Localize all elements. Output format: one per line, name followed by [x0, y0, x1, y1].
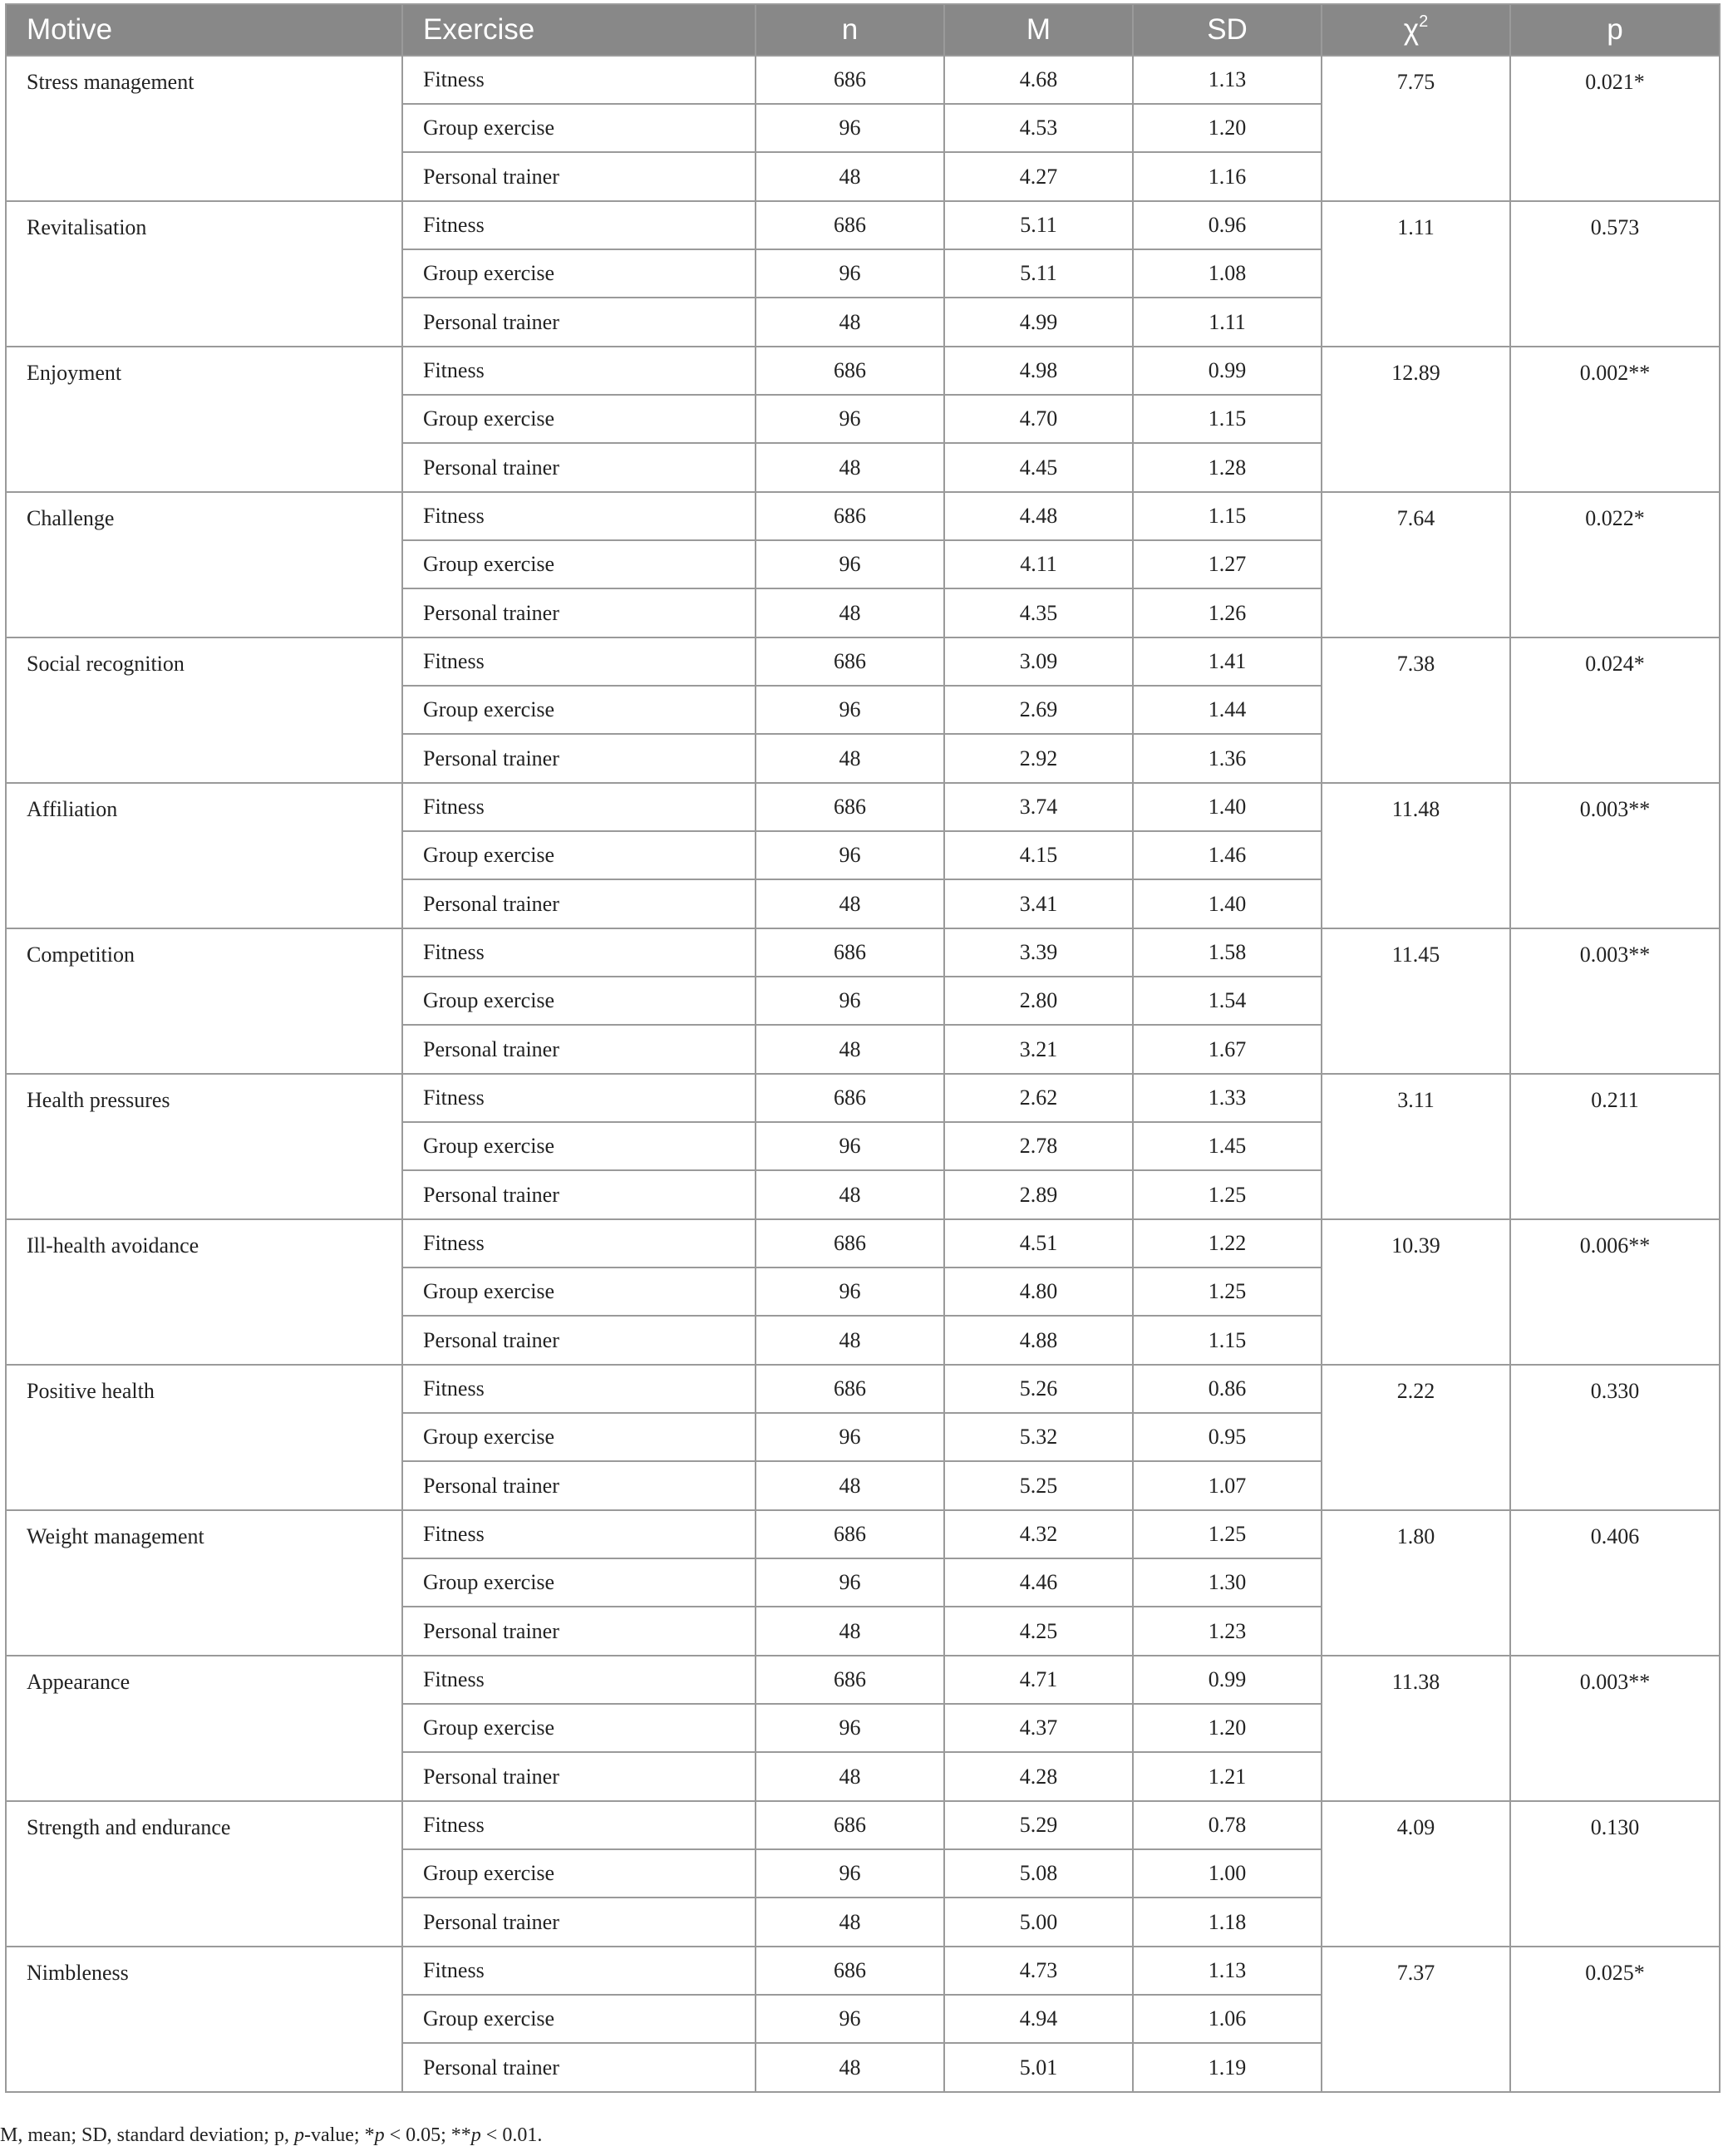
n-cell: 48 [756, 1316, 944, 1365]
sd-cell: 1.00 [1133, 1849, 1322, 1898]
sd-cell: 1.22 [1133, 1219, 1322, 1268]
n-cell: 48 [756, 1025, 944, 1074]
exercise-cell: Group exercise [402, 1995, 756, 2043]
exercise-cell: Group exercise [402, 540, 756, 588]
p-cell: 0.003** [1510, 928, 1720, 1074]
sd-cell: 0.78 [1133, 1801, 1322, 1849]
sd-cell: 1.06 [1133, 1995, 1322, 2043]
p-cell: 0.003** [1510, 783, 1720, 928]
chi2-cell: 7.75 [1322, 56, 1510, 201]
sd-cell: 1.67 [1133, 1025, 1322, 1074]
exercise-cell: Group exercise [402, 249, 756, 298]
mean-cell: 5.26 [944, 1365, 1133, 1413]
sd-cell: 0.95 [1133, 1413, 1322, 1461]
table-row [6, 1947, 1720, 1995]
exercise-cell: Group exercise [402, 1268, 756, 1316]
chi2-cell: 7.37 [1322, 1947, 1510, 2092]
table-row [6, 1219, 1720, 1268]
sd-cell: 1.25 [1133, 1510, 1322, 1558]
n-cell: 48 [756, 734, 944, 783]
n-cell: 96 [756, 1122, 944, 1170]
mean-cell: 2.69 [944, 686, 1133, 734]
header-chi2 [1322, 4, 1510, 56]
exercise-cell: Personal trainer [402, 152, 756, 201]
exercise-cell: Group exercise [402, 686, 756, 734]
motive-cell: Strength and endurance [6, 1801, 402, 1947]
p-cell: 0.330 [1510, 1365, 1720, 1510]
n-cell: 686 [756, 1510, 944, 1558]
mean-cell: 4.48 [944, 492, 1133, 540]
motive-cell: Challenge [6, 492, 402, 637]
motive-cell: Enjoyment [6, 347, 402, 492]
mean-cell: 4.45 [944, 443, 1133, 492]
p-cell: 0.573 [1510, 201, 1720, 347]
footnote-part1: M, mean; SD, standard deviation; p, [0, 2124, 294, 2146]
mean-cell: 3.74 [944, 783, 1133, 831]
n-cell: 686 [756, 492, 944, 540]
n-cell: 686 [756, 1365, 944, 1413]
mean-cell: 5.11 [944, 249, 1133, 298]
n-cell: 686 [756, 1947, 944, 1995]
mean-cell: 4.32 [944, 1510, 1133, 1558]
header-motive: Motive [6, 4, 402, 56]
mean-cell: 4.51 [944, 1219, 1133, 1268]
table-row [6, 783, 1720, 831]
mean-cell: 4.80 [944, 1268, 1133, 1316]
n-cell: 686 [756, 1074, 944, 1122]
table-row [6, 347, 1720, 395]
mean-cell: 3.41 [944, 879, 1133, 928]
mean-cell: 4.94 [944, 1995, 1133, 2043]
footnote-p05-italic: p [374, 2124, 385, 2146]
n-cell: 686 [756, 347, 944, 395]
footnote-part4: < 0.01. [480, 2124, 543, 2146]
chi2-cell: 11.48 [1322, 783, 1510, 928]
p-cell: 0.002** [1510, 347, 1720, 492]
sd-cell: 1.15 [1133, 492, 1322, 540]
header-chi2-sup: 2 [1419, 12, 1429, 32]
header-exercise: Exercise [402, 4, 756, 56]
sd-cell: 0.96 [1133, 201, 1322, 249]
n-cell: 96 [756, 1704, 944, 1752]
n-cell: 96 [756, 831, 944, 879]
n-cell: 686 [756, 201, 944, 249]
n-cell: 96 [756, 249, 944, 298]
n-cell: 686 [756, 56, 944, 104]
exercise-cell: Personal trainer [402, 1752, 756, 1801]
mean-cell: 4.70 [944, 395, 1133, 443]
mean-cell: 4.28 [944, 1752, 1133, 1801]
exercise-cell: Group exercise [402, 977, 756, 1025]
exercise-cell: Fitness [402, 56, 756, 104]
exercise-cell: Group exercise [402, 395, 756, 443]
exercise-cell: Personal trainer [402, 879, 756, 928]
chi2-cell: 7.64 [1322, 492, 1510, 637]
n-cell: 686 [756, 1801, 944, 1849]
sd-cell: 1.20 [1133, 1704, 1322, 1752]
n-cell: 96 [756, 1558, 944, 1607]
exercise-cell: Group exercise [402, 1704, 756, 1752]
mean-cell: 2.92 [944, 734, 1133, 783]
mean-cell: 5.32 [944, 1413, 1133, 1461]
mean-cell: 4.46 [944, 1558, 1133, 1607]
sd-cell: 0.99 [1133, 347, 1322, 395]
mean-cell: 2.62 [944, 1074, 1133, 1122]
chi2-cell: 2.22 [1322, 1365, 1510, 1510]
sd-cell: 1.19 [1133, 2043, 1322, 2092]
header-row [6, 4, 1720, 56]
sd-cell: 1.27 [1133, 540, 1322, 588]
n-cell: 48 [756, 588, 944, 637]
mean-cell: 4.99 [944, 298, 1133, 347]
footnote-part2: -value; * [303, 2124, 375, 2146]
p-cell: 0.025* [1510, 1947, 1720, 2092]
sd-cell: 1.25 [1133, 1170, 1322, 1219]
chi2-cell: 3.11 [1322, 1074, 1510, 1219]
n-cell: 48 [756, 2043, 944, 2092]
chi2-cell: 1.11 [1322, 201, 1510, 347]
footnote-p-italic: p [293, 2124, 304, 2146]
sd-cell: 1.23 [1133, 1607, 1322, 1656]
chi2-cell: 12.89 [1322, 347, 1510, 492]
exercise-cell: Fitness [402, 1801, 756, 1849]
sd-cell: 1.46 [1133, 831, 1322, 879]
n-cell: 96 [756, 104, 944, 152]
mean-cell: 5.08 [944, 1849, 1133, 1898]
sd-cell: 1.13 [1133, 1947, 1322, 1995]
sd-cell: 1.44 [1133, 686, 1322, 734]
exercise-cell: Fitness [402, 347, 756, 395]
exercise-cell: Fitness [402, 1219, 756, 1268]
sd-cell: 1.07 [1133, 1461, 1322, 1510]
mean-cell: 3.09 [944, 637, 1133, 686]
exercise-cell: Group exercise [402, 1849, 756, 1898]
motive-cell: Nimbleness [6, 1947, 402, 2092]
sd-cell: 1.30 [1133, 1558, 1322, 1607]
sd-cell: 1.20 [1133, 104, 1322, 152]
table-row [6, 637, 1720, 686]
mean-cell: 4.11 [944, 540, 1133, 588]
exercise-cell: Fitness [402, 201, 756, 249]
sd-cell: 1.40 [1133, 879, 1322, 928]
n-cell: 48 [756, 1461, 944, 1510]
mean-cell: 4.15 [944, 831, 1133, 879]
table-row [6, 1365, 1720, 1413]
n-cell: 48 [756, 879, 944, 928]
mean-cell: 5.25 [944, 1461, 1133, 1510]
mean-cell: 3.39 [944, 928, 1133, 977]
header-p: p [1510, 4, 1720, 56]
sd-cell: 0.99 [1133, 1656, 1322, 1704]
sd-cell: 1.25 [1133, 1268, 1322, 1316]
n-cell: 96 [756, 1268, 944, 1316]
sd-cell: 1.58 [1133, 928, 1322, 977]
sd-cell: 1.21 [1133, 1752, 1322, 1801]
exercise-cell: Fitness [402, 783, 756, 831]
n-cell: 96 [756, 540, 944, 588]
n-cell: 96 [756, 395, 944, 443]
n-cell: 48 [756, 1607, 944, 1656]
motive-cell: Affiliation [6, 783, 402, 928]
header-chi2-base: χ [1403, 13, 1420, 46]
mean-cell: 4.71 [944, 1656, 1133, 1704]
exercise-cell: Fitness [402, 1656, 756, 1704]
n-cell: 686 [756, 637, 944, 686]
sd-cell: 1.41 [1133, 637, 1322, 686]
n-cell: 48 [756, 1752, 944, 1801]
table-row [6, 1510, 1720, 1558]
p-cell: 0.211 [1510, 1074, 1720, 1219]
sd-cell: 1.28 [1133, 443, 1322, 492]
motive-cell: Stress management [6, 56, 402, 201]
n-cell: 48 [756, 298, 944, 347]
exercise-cell: Fitness [402, 1074, 756, 1122]
p-cell: 0.130 [1510, 1801, 1720, 1947]
mean-cell: 4.68 [944, 56, 1133, 104]
mean-cell: 2.80 [944, 977, 1133, 1025]
table-row [6, 56, 1720, 104]
chi2-cell: 1.80 [1322, 1510, 1510, 1656]
n-cell: 96 [756, 1995, 944, 2043]
exercise-cell: Personal trainer [402, 1461, 756, 1510]
p-cell: 0.003** [1510, 1656, 1720, 1801]
mean-cell: 5.29 [944, 1801, 1133, 1849]
exercise-cell: Fitness [402, 1510, 756, 1558]
n-cell: 686 [756, 1656, 944, 1704]
p-cell: 0.024* [1510, 637, 1720, 783]
chi2-cell: 11.45 [1322, 928, 1510, 1074]
header-n: n [756, 4, 944, 56]
table-row [6, 1074, 1720, 1122]
n-cell: 96 [756, 977, 944, 1025]
motive-cell: Appearance [6, 1656, 402, 1801]
n-cell: 686 [756, 1219, 944, 1268]
sd-cell: 1.13 [1133, 56, 1322, 104]
exercise-cell: Fitness [402, 492, 756, 540]
mean-cell: 4.25 [944, 1607, 1133, 1656]
n-cell: 48 [756, 152, 944, 201]
sd-cell: 1.15 [1133, 1316, 1322, 1365]
table-row [6, 492, 1720, 540]
n-cell: 96 [756, 1413, 944, 1461]
mean-cell: 5.01 [944, 2043, 1133, 2092]
mean-cell: 2.89 [944, 1170, 1133, 1219]
table-row [6, 201, 1720, 249]
mean-cell: 5.11 [944, 201, 1133, 249]
mean-cell: 5.00 [944, 1898, 1133, 1947]
exercise-cell: Fitness [402, 1365, 756, 1413]
header-m: M [944, 4, 1133, 56]
exercise-cell: Group exercise [402, 104, 756, 152]
n-cell: 48 [756, 1898, 944, 1947]
exercise-cell: Group exercise [402, 1558, 756, 1607]
chi2-cell: 4.09 [1322, 1801, 1510, 1947]
motive-cell: Revitalisation [6, 201, 402, 347]
p-cell: 0.406 [1510, 1510, 1720, 1656]
sd-cell: 1.16 [1133, 152, 1322, 201]
motive-cell: Weight management [6, 1510, 402, 1656]
mean-cell: 4.73 [944, 1947, 1133, 1995]
footnote-part3: < 0.05; ** [384, 2124, 471, 2146]
sd-cell: 1.40 [1133, 783, 1322, 831]
sd-cell: 1.45 [1133, 1122, 1322, 1170]
n-cell: 48 [756, 443, 944, 492]
exercise-cell: Fitness [402, 928, 756, 977]
mean-cell: 4.27 [944, 152, 1133, 201]
exercise-cell: Fitness [402, 637, 756, 686]
sd-cell: 1.54 [1133, 977, 1322, 1025]
sd-cell: 1.15 [1133, 395, 1322, 443]
exercise-cell: Personal trainer [402, 298, 756, 347]
table-row [6, 1801, 1720, 1849]
chi2-cell: 10.39 [1322, 1219, 1510, 1365]
n-cell: 96 [756, 1849, 944, 1898]
exercise-cell: Group exercise [402, 1122, 756, 1170]
mean-cell: 4.35 [944, 588, 1133, 637]
exercise-cell: Group exercise [402, 831, 756, 879]
table-row [6, 1656, 1720, 1704]
exercise-cell: Fitness [402, 1947, 756, 1995]
exercise-cell: Personal trainer [402, 1170, 756, 1219]
sd-cell: 1.18 [1133, 1898, 1322, 1947]
exercise-cell: Personal trainer [402, 1316, 756, 1365]
motive-cell: Social recognition [6, 637, 402, 783]
exercise-cell: Personal trainer [402, 443, 756, 492]
mean-cell: 4.88 [944, 1316, 1133, 1365]
footnote-p01-italic: p [470, 2124, 481, 2146]
sd-cell: 1.26 [1133, 588, 1322, 637]
sd-cell: 1.08 [1133, 249, 1322, 298]
table-row [6, 928, 1720, 977]
motives-table [5, 3, 1721, 2093]
exercise-cell: Personal trainer [402, 1025, 756, 1074]
mean-cell: 2.78 [944, 1122, 1133, 1170]
sd-cell: 0.86 [1133, 1365, 1322, 1413]
chi2-cell: 11.38 [1322, 1656, 1510, 1801]
motive-cell: Health pressures [6, 1074, 402, 1219]
sd-cell: 1.11 [1133, 298, 1322, 347]
header-sd: SD [1133, 4, 1322, 56]
mean-cell: 4.37 [944, 1704, 1133, 1752]
motive-cell: Competition [6, 928, 402, 1074]
exercise-cell: Personal trainer [402, 1607, 756, 1656]
p-cell: 0.022* [1510, 492, 1720, 637]
n-cell: 686 [756, 928, 944, 977]
exercise-cell: Personal trainer [402, 734, 756, 783]
mean-cell: 4.53 [944, 104, 1133, 152]
n-cell: 686 [756, 783, 944, 831]
table-footnote [0, 2124, 542, 2147]
chi2-cell: 7.38 [1322, 637, 1510, 783]
table-body [6, 56, 1720, 2092]
mean-cell: 3.21 [944, 1025, 1133, 1074]
sd-cell: 1.33 [1133, 1074, 1322, 1122]
exercise-cell: Personal trainer [402, 1898, 756, 1947]
motive-cell: Ill-health avoidance [6, 1219, 402, 1365]
exercise-cell: Personal trainer [402, 2043, 756, 2092]
p-cell: 0.021* [1510, 56, 1720, 201]
motive-cell: Positive health [6, 1365, 402, 1510]
n-cell: 48 [756, 1170, 944, 1219]
exercise-cell: Personal trainer [402, 588, 756, 637]
p-cell: 0.006** [1510, 1219, 1720, 1365]
exercise-cell: Group exercise [402, 1413, 756, 1461]
sd-cell: 1.36 [1133, 734, 1322, 783]
n-cell: 96 [756, 686, 944, 734]
mean-cell: 4.98 [944, 347, 1133, 395]
